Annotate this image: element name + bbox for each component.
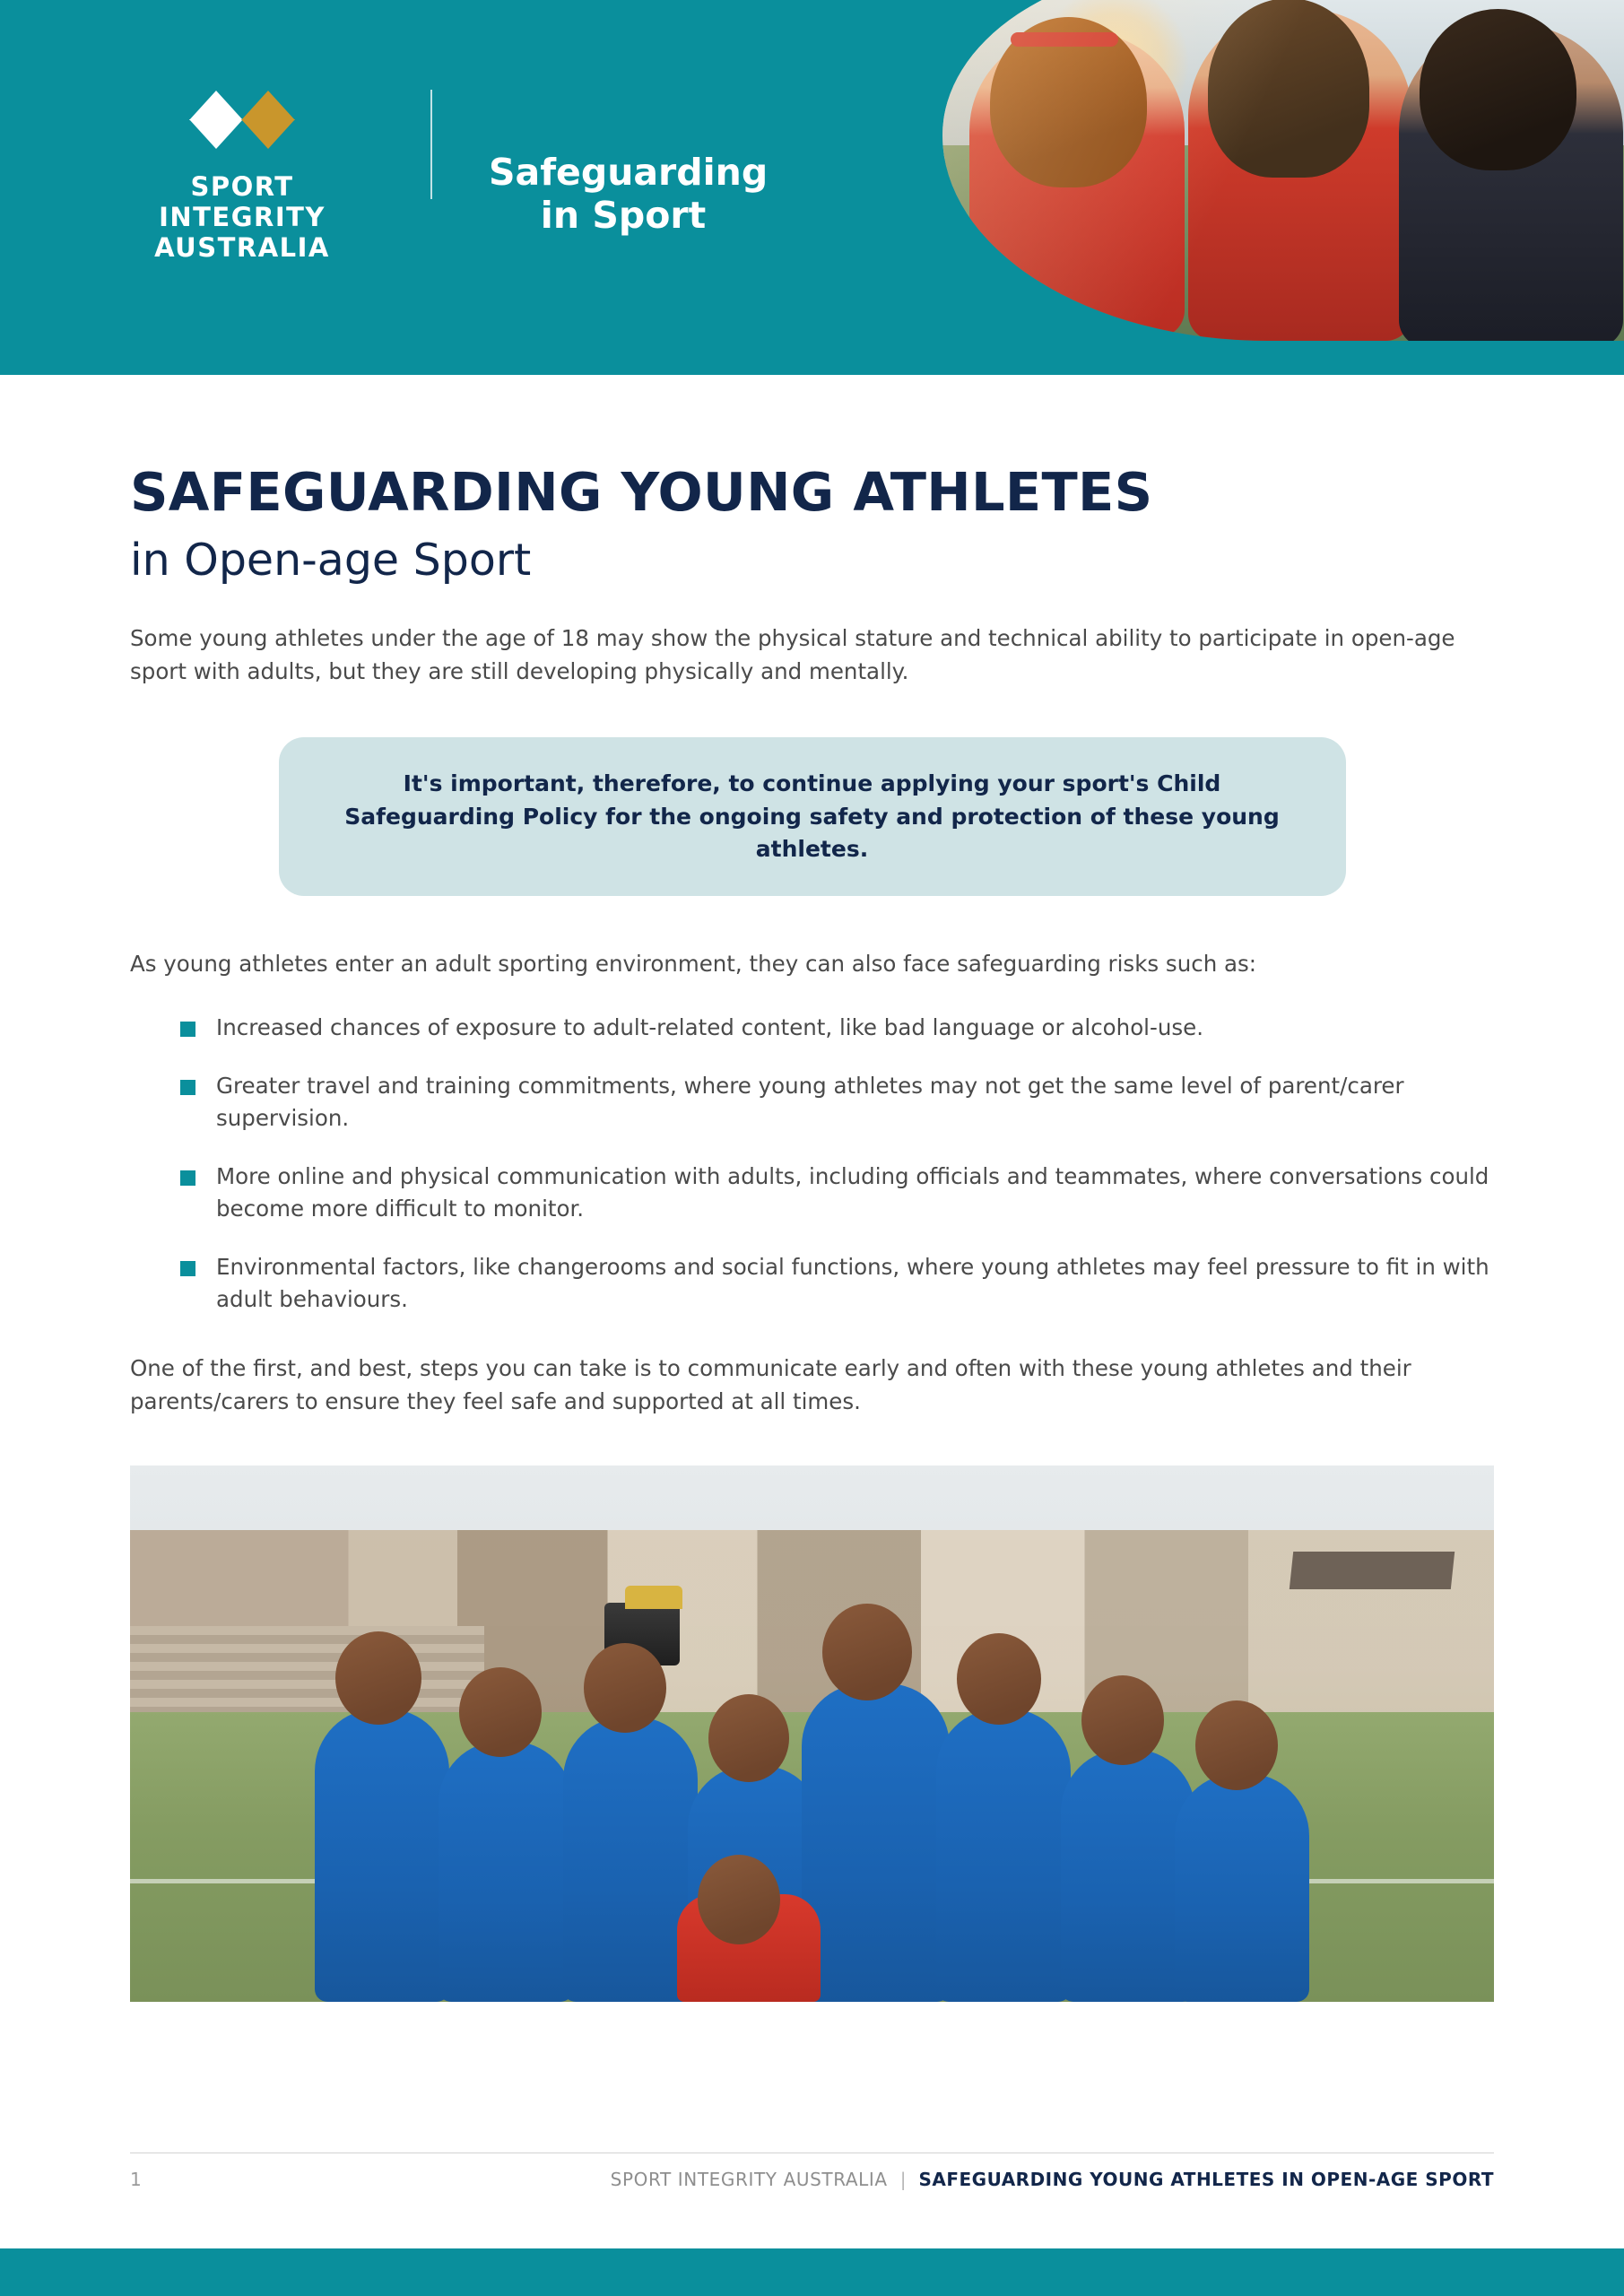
program-title-line-1: Safeguarding	[489, 151, 769, 194]
photo-team-group	[294, 1594, 1331, 2001]
program-title-line-2: in Sport	[540, 194, 707, 238]
square-bullet-icon	[180, 1080, 195, 1095]
list-item-text: More online and physical communication with adults, including officials and teammates, where conversations could become more difficult to monitor.	[216, 1163, 1489, 1222]
header-divider	[430, 90, 432, 199]
photo-trophy-cup	[625, 1586, 682, 1609]
square-bullet-icon	[180, 1022, 195, 1037]
photo-roof	[1290, 1552, 1455, 1589]
square-bullet-icon	[180, 1170, 195, 1186]
list-item	[173, 1012, 1494, 1044]
logo-diamond-left-bottom	[189, 119, 243, 149]
diamond-chevron-logo-icon	[189, 85, 295, 155]
page-content	[0, 375, 1624, 2002]
closing-paragraph: One of the first, and best, steps you can take is to communicate early and often with these young athletes and their parents/carers to ensure they feel safe and supported at all times.	[130, 1355, 1411, 1415]
photo-player	[802, 1683, 950, 2001]
photo-player-head	[1081, 1675, 1164, 1765]
list-item-text: Environmental factors, like changerooms and social functions, where young athletes may feel pressure to fit in with adult behaviours.	[216, 1254, 1489, 1312]
page-header	[0, 0, 1624, 375]
team-celebration-photo	[130, 1465, 1494, 2002]
intro-paragraph: Some young athletes under the age of 18 may show the physical stature and technical ability to participate in open-age sport with adults, but they are still developing physically and mentally.	[130, 624, 1455, 684]
list-item	[173, 1070, 1494, 1134]
square-bullet-icon	[180, 1261, 195, 1276]
footer-divider	[130, 2152, 1494, 2153]
page-title: SAFEGUARDING YOUNG ATHLETES	[130, 461, 1153, 523]
logo-text-line-1: SPORT INTEGRITY	[159, 171, 326, 233]
logo-diamond-right-bottom	[241, 119, 295, 149]
page-number: 1	[130, 2169, 142, 2190]
header-photo-sun-glow	[942, 0, 1624, 341]
program-title	[489, 151, 769, 238]
risks-list	[130, 1012, 1494, 1316]
list-item-text: Increased chances of exposure to adult-related content, like bad language or alcohol-use.	[216, 1013, 1203, 1040]
sport-integrity-australia-logo	[126, 85, 359, 264]
photo-player-head	[708, 1694, 789, 1782]
logo-diamond-left-top	[189, 91, 243, 120]
risks-lead-in: As young athletes enter an adult sporting environment, they can also face safeguarding risks such as:	[130, 951, 1257, 978]
callout-box: It's important, therefore, to continue applying your sport's Child Safeguarding Policy for the ongoing safety and protection of these young athletes.	[279, 737, 1346, 896]
logo-text-line-2: AUSTRALIA	[154, 232, 330, 264]
page-subtitle: in Open-age Sport	[130, 534, 532, 586]
photo-player-head	[957, 1633, 1041, 1725]
list-item-text: Greater travel and training commitments, where young athletes may not get the same level of parent/carer supervision.	[216, 1073, 1404, 1131]
photo-player-head	[584, 1643, 666, 1733]
photo-player-head	[822, 1604, 912, 1700]
photo-player	[315, 1709, 449, 2002]
list-item	[173, 1161, 1494, 1224]
footer-color-bar	[0, 2248, 1624, 2296]
header-photo	[942, 0, 1624, 341]
list-item	[173, 1251, 1494, 1315]
photo-player-head	[698, 1855, 780, 1944]
footer-organisation: SPORT INTEGRITY AUSTRALIA	[610, 2169, 888, 2190]
photo-player	[936, 1709, 1071, 2002]
page-footer	[130, 2169, 1494, 2190]
photo-player	[439, 1741, 573, 2002]
photo-player	[1175, 1773, 1309, 2002]
photo-player-head	[1195, 1700, 1278, 1790]
footer-separator: |	[899, 2169, 907, 2190]
logo-diamond-right-top	[241, 91, 295, 120]
footer-caption	[611, 2169, 1494, 2190]
footer-document-title: SAFEGUARDING YOUNG ATHLETES IN OPEN-AGE SPORT	[918, 2169, 1494, 2190]
photo-player-head	[335, 1631, 421, 1725]
